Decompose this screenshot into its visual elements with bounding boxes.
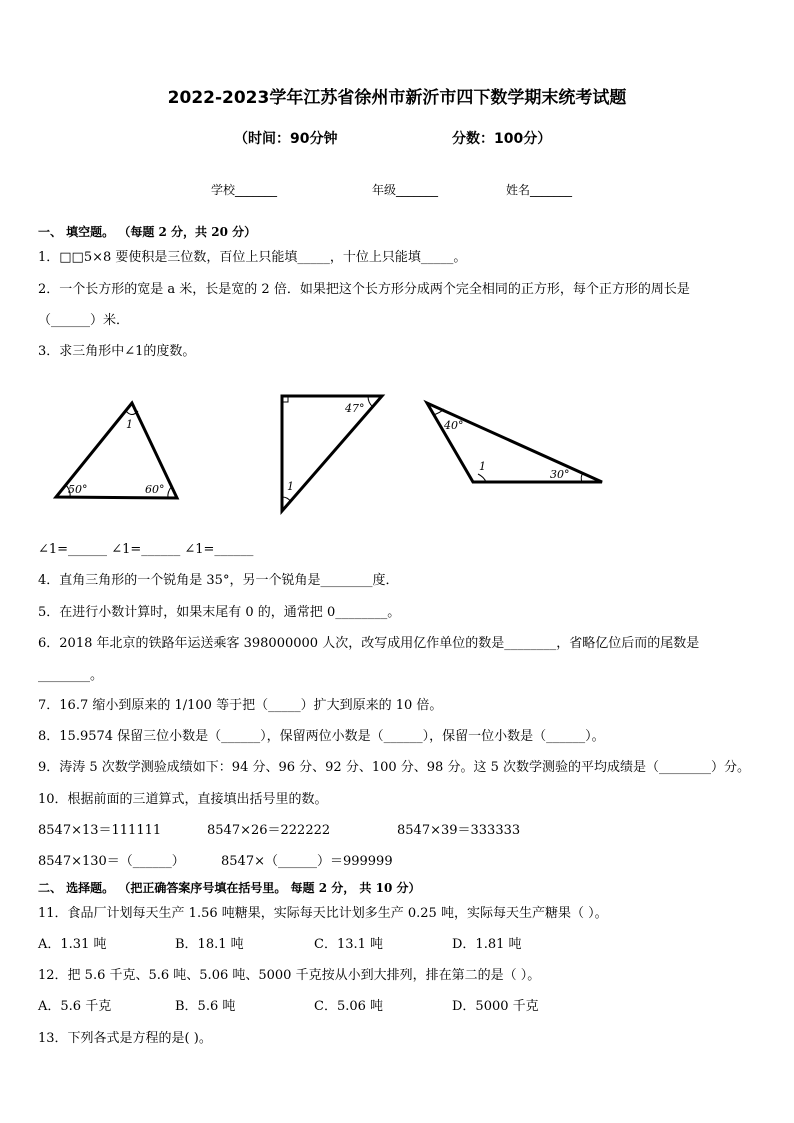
question-2-line1: 2．一个长方形的宽是 a 米，长是宽的 2 倍．如果把这个长方形分成两个完全相同的正方形，每个正方形的周长是 [38,282,690,297]
section2-heading: 二、 选择题。 （把正确答案序号填在括号里。 每题 2 分， 共 10 分） [38,881,421,895]
section1-heading: 一、 填空题。 （每题 2 分，共 20 分） [38,225,257,239]
q10-equation-2: 8547×26＝222222 [207,823,331,838]
question-1: 1．□□5×8 要使积是三位数，百位上只能填_____，十位上只能填_____。 [38,250,467,265]
question-10: 10．根据前面的三道算式，直接填出括号里的数。 [38,792,328,807]
exam-score: 分数：100分） [452,131,552,147]
triangle-3-left-arc [433,409,444,415]
triangle-2-angle-bottom: 1 [287,480,294,493]
q12-option-c: C．5.06 吨 [314,999,384,1014]
question-11: 11．食品厂计划每天生产 1.56 吨糖果，实际每天比计划多生产 0.25 吨，实际每天生产糖果（ ）。 [38,906,608,921]
triangle-1-angle-left: 50° [68,483,88,496]
q12-option-a: A．5.6 千克 [38,999,112,1014]
exam-time: （时间：90分钟 [234,131,338,147]
q10-equation-4: 8547×130＝（______） [38,854,185,869]
q12-option-b: B．5.6 吨 [175,999,236,1014]
triangle-3-angle-left: 40° [444,419,464,432]
exam-title: 2022-2023学年江苏省徐州市新沂市四下数学期末统考试题 [167,88,627,108]
name-field: 姓名_______ [506,183,573,197]
q11-option-c: C．13.1 吨 [314,937,384,952]
q10-equation-1: 8547×13＝111111 [38,823,162,838]
q10-equation-5: 8547×（______）＝999999 [221,854,393,869]
question-5: 5．在进行小数计算时，如果末尾有 0 的，通常把 0________。 [38,605,401,620]
triangle-3 [427,403,602,482]
q11-option-a: A．1.31 吨 [38,937,107,952]
question-13: 13．下列各式是方程的是( )。 [38,1031,212,1046]
question-3: 3．求三角形中∠1的度数。 [38,344,196,359]
grade-field: 年级_______ [372,183,439,197]
triangle-2-angle-top: 47° [345,402,365,415]
triangle-3-angle-mid: 1 [479,460,486,473]
triangle-1-angle-top: 1 [126,418,133,431]
question-4: 4．直角三角形的一个锐角是 35°，另一个锐角是________度． [38,573,399,588]
question-9: 9．涛涛 5 次数学测验成绩如下：94 分、96 分、92 分、100 分、98 分。这 5 次数学测验的平均成绩是（________）分。 [38,760,750,775]
question-3-answers: ∠1=______ ∠1=______ ∠1=______ [38,542,254,557]
q10-equation-3: 8547×39＝333333 [397,823,521,838]
question-7: 7．16.7 缩小到原来的 1/100 等于把（_____）扩大到原来的 10 倍。 [38,698,443,713]
q11-option-d: D．1.81 吨 [452,937,522,952]
question-12: 12．把 5.6 千克、5.6 吨、5.06 吨、5000 千克按从小到大排列，排在第二的是（ ）。 [38,968,541,983]
question-2-line2: （______）米． [38,313,130,328]
question-6-line1: 6．2018 年北京的铁路年运送乘客 398000000 人次，改写成用亿作单位的数是________，省略亿位后而的尾数是 [38,636,700,651]
question-6-line2: ________。 [38,668,104,683]
question-8: 8．15.9574 保留三位小数是（______），保留两位小数是（______），保留一位小数是（______）。 [38,729,605,744]
school-field: 学校_______ [211,183,278,197]
q11-option-b: B．18.1 吨 [175,937,244,952]
triangle-3-angle-right: 30° [550,468,570,481]
q12-option-d: D．5000 千克 [452,999,539,1014]
triangle-1-angle-right: 60° [145,483,165,496]
triangle-2 [282,396,382,511]
triangles-figure [40,385,620,520]
